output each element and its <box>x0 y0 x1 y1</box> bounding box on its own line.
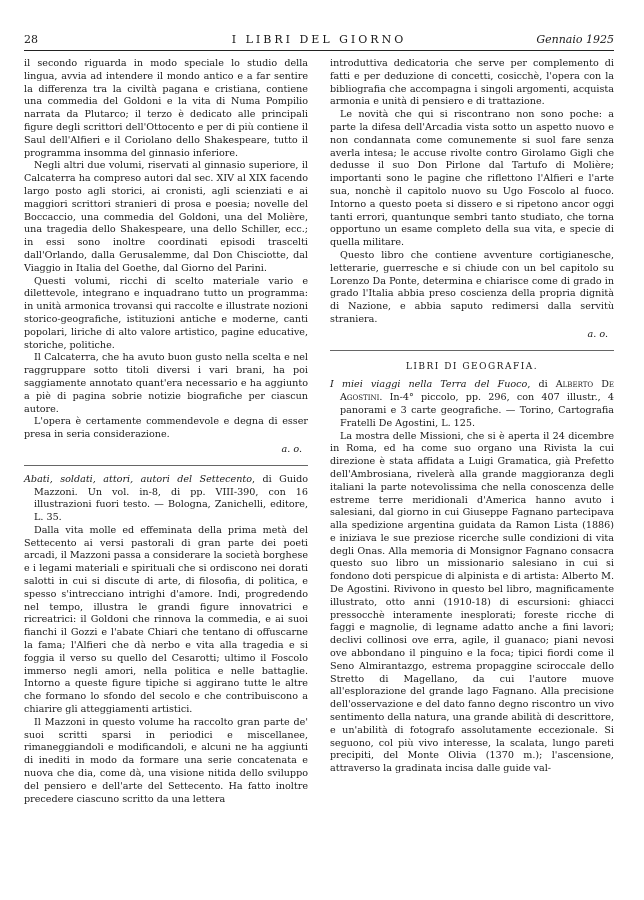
separator-rule <box>24 465 308 466</box>
paragraph: L'opera è certamente commendevole e degna di esser presa in seria considerazione. <box>24 416 308 441</box>
review-signature: a. o. <box>281 443 302 455</box>
paragraph: Questo libro che contiene avventure cortigianesche, letterarie, guerresche e si chiude con un bel capitolo su Lorenzo Da Ponte, determina e chiarisce come di grado in grado l'Italia abbia preso coscienza della propria dignità di Nazione, e abbia saputo redimersi dalla servitù straniera. <box>330 249 614 325</box>
right-column <box>330 58 614 776</box>
left-column <box>24 58 308 806</box>
paragraph: La mostra delle Missioni, che si è aperta il 24 dicembre in Roma, ed ha come suo organo una Rivista la cui direzione è stata affidata a Luigi Gramatica, già Prefetto dell'Ambrosiana, rivelerà alla grande maggioranza degli italiani la parte notevolissima che nella conoscenza delle estreme terre meridionali d'America hanno avuto i salesiani, dal giorno in cui Giuseppe Fagnano partecipava alla spedizione argentina guidata da Ramon Lista (1886) e iniziava le sue preziose ricerche sulle condizioni di vita degli Onas. Alla memoria di Monsignor Fagnano consacra questo suo libro un missionario salesiano in cui si fondono doti perspicue di alpinista e di artista: Alberto M. De Agostini. Rivivono in questo bel libro, magnificamente illustrato, otto anni (1910-18) di escursioni: ghiacci pressocchè interamente inesplorati; foreste ricche di faggi e magnolie, di legname adatto anche a fini lavori; declivi collinosi ove erra, agile, il guanaco; piani nevosi ove abbondano il pinguino e la foca; tipici fiordi come il Seno Almirantazgo, estrema propaggine sciroccale dello Stretto di Magellano, da cui l'autore muove all'esplorazione del grande lago Fagnano. Alla precisione dell'osservazione e del dato fanno degno riscontro un vivo sentimento della natura, una grande abilità di descrittore, e un'abilità di fotografo assolutamente eccezionale. Si seguono, col più vivo interesse, la scalata, lungo pareti precipiti, del Monte Olivia (1370 m.); l'ascensione, attraverso la gradinata incisa dalle guide val- <box>330 430 614 775</box>
book-title: I miei viaggi nella Terra del Fuoco <box>330 379 528 391</box>
section-heading: LIBRI DI GEOGRAFIA. <box>405 361 539 372</box>
book-details: , di Guido Mazzoni. Un vol. in-8, di pp. VIII-390, con 16 illustrazioni fuori testo. — Bologna, Zanichelli, editore, L. 35. <box>34 473 309 524</box>
book-entry: I miei viaggi nella Terra del Fuoco, di Alberto De Agostini. In-4° piccolo, pp. 296, con 407 illustr., 4 panorami e 3 carte geografiche. — Torino, Cartografia Fratelli De Agostini, L. 125. <box>330 379 614 429</box>
paragraph: Il Calcaterra, che ha avuto buon gusto nella scelta e nel raggruppare sotto titoli diversi i vari brani, ha poi saggiamente annotato quant'era necessario e ha aggiunto a piè di pagina sobrie notizie biografiche per ciascun autore. <box>24 352 308 415</box>
paragraph: Negli altri due volumi, riservati al ginnasio superiore, il Calcaterra ha compreso autori dal sec. XIV al XIX facendo largo posto agli storici, ai cronisti, agli scienziati e ai maggiori scrittori stranieri di prosa e poesia; novelle del Boccaccio, una commedia del Goldoni, una del Molière, una tragedia dello Shakespeare, una dello Schiller, ecc.; in essi sono inoltre coordinati episodi trascelti dall'Orlando, dalla Gerusalemme, dal Don Chisciotte, dal Viaggio in Italia del Goethe, dal Giorno del Parini. <box>24 160 308 274</box>
book-title: Abati, soldati, attori, autori del Settecento <box>24 473 253 485</box>
paragraph: Il Mazzoni in questo volume ha raccolto gran parte de' suoi scritti sparsi in periodici e miscellanee, rimaneggiandoli e modificandoli, e alcuni ne ha aggiunti di inediti in modo da formare una serie concatenata e nuova che dia, come dà, una visione nitida dello sviluppo del pensiero e dell'arte del Settecento. Ha fatto inoltre precedere ciascuno scritto da una lettera <box>24 716 308 805</box>
book-details: . In-4° piccolo, pp. 296, con 407 illustr., 4 panorami e 3 carte geografiche. — Torino, Cartografia Fratelli De Agostini, L. 125. <box>340 392 614 429</box>
book-entry <box>24 474 308 525</box>
paragraph: Le novità che qui si riscontrano non sono poche: a parte la difesa dell'Arcadia vista sotto un aspetto nuovo e non condannata come comunemente si suol fare senza averla intesa; le accuse rivolte contro Girolamo Gigli che dedusse il suo Don Pirlone dal Tartufo di Molière; importanti sono le pagine che riflettono l'Alfieri e l'arte sua, nonchè il capitolo nuovo su Ugo Foscolo al fuoco. Intorno a questo poeta si dissero e si ripetono ancor oggi tanti errori, quantunque sembri tanto studiato, che torna opportuno un esame completo della sua vita, e specie di quella militare. <box>330 109 614 249</box>
issue-date: Gennaio 1925 <box>536 33 614 46</box>
review-signature: a. o. <box>587 328 608 340</box>
paragraph: Questi volumi, ricchi di scelto materiale vario e dilettevole, integrano e inquadrano tutto un programma: in unità armonica trovansi qui raccolte e illustrate nozioni storico-geografiche, istituzioni antiche e moderne, canti popolari, liriche di alto valore artistico, pagine educative, storiche, politiche. <box>24 275 308 351</box>
header-rule <box>24 50 614 51</box>
paragraph: introduttiva dedicatoria che serve per complemento di fatti e per deduzione di concetti, cosicchè, l'opera con la bibliografia che accompagna i singoli argomenti, acquista armonia e unità di pensiero e di trattazione. <box>330 58 614 108</box>
journal-title: I LIBRI DEL GIORNO <box>231 33 407 46</box>
running-header <box>24 32 614 48</box>
paragraph: il secondo riguarda in modo speciale lo studio della lingua, avvia ad intendere il mondo antico e a far sentire la differenza tra la civiltà pagana e cristiana, contiene una commedia del Goldoni e la vita di Numa Pompilio narrata da Plutarco; il terzo è dedicato alle principali figure degli scrittori dell'Ottocento e per di più contiene il Saul dell'Alfieri e il Coriolano dello Shakespeare, tutto il programma insomma del ginnasio inferiore. <box>24 58 308 159</box>
paragraph: Dalla vita molle ed effeminata della prima metà del Settecento ai versi pastorali di gran parte dei poeti arcadi, il Mazzoni passa a considerare la società borghese e i legami materiali e spirituali che si ordiscono nei dorati salotti in cui si discute di arte, di filosofia, di politica, e spesso s'intrecciano intrighi d'amore. Indi, progredendo nel tempo, illustra le grandi figure innovatrici e ricreatrici: il Goldoni che rinnova la commedia, e ai suoi fianchi il Gozzi e l'abate Chiari che tentano di offuscarne la fama; l'Alfieri che dà nerbo e vita alla tragedia e si foggia il verso su quello del Cesarotti; ultimo il Foscolo immerso negli amori, nella politica e nelle battaglie. Intorno a queste figure tipiche si aggirano tutte le altre che formano lo sfondo del secolo e che contribuiscono a chiarire gli atteggiamenti artistici. <box>24 524 309 716</box>
separator-rule <box>330 350 614 351</box>
book-author: Alberto De Agostini <box>340 379 614 404</box>
page-number: 28 <box>24 33 38 46</box>
